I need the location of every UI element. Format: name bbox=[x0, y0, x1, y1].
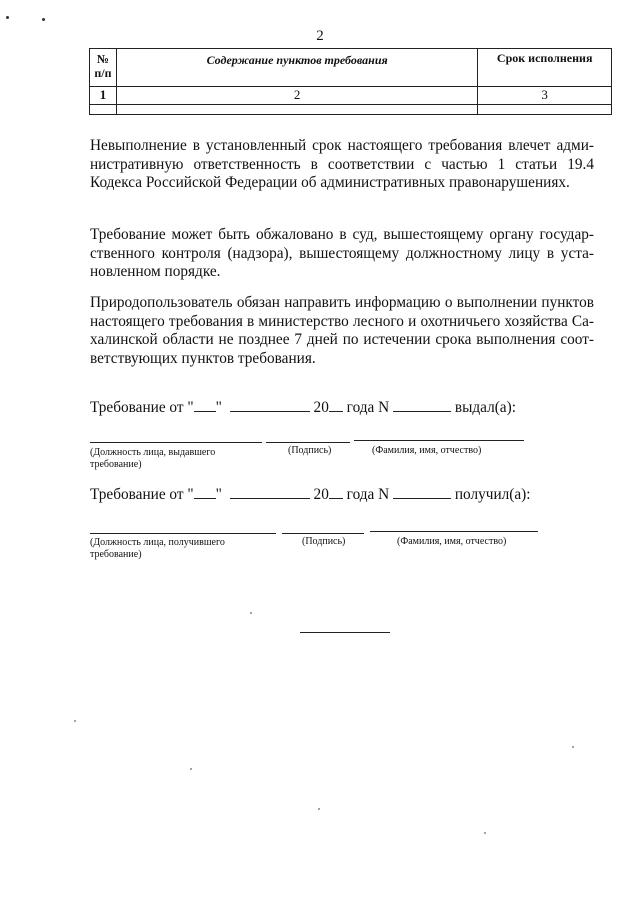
received-name-caption: (Фамилия, имя, отчество) bbox=[397, 536, 507, 547]
header-number-line1: № bbox=[96, 52, 109, 66]
issued-number-field[interactable] bbox=[393, 398, 451, 412]
received-day-field[interactable] bbox=[194, 485, 216, 499]
issued-name-caption: (Фамилия, имя, отчество) bbox=[372, 445, 482, 456]
paragraph-line: Природопользователь обязан направить информацию о выполнении пунктов bbox=[90, 294, 594, 311]
issued-name-line[interactable] bbox=[354, 440, 524, 441]
received-year-field[interactable] bbox=[329, 485, 343, 499]
received-month-field[interactable] bbox=[230, 485, 310, 499]
paragraph-line: Требование может быть обжаловано в суд, вышестоящему органу государ- bbox=[90, 226, 594, 243]
issued-signature-line[interactable] bbox=[266, 442, 350, 443]
table-cell bbox=[90, 105, 117, 115]
issued-year-mid: года N bbox=[346, 399, 390, 416]
paragraph-appeal bbox=[90, 226, 594, 282]
received-prefix: Требование от " bbox=[90, 486, 194, 503]
received-year-prefix: 20 bbox=[313, 486, 329, 503]
issued-prefix: Требование от " bbox=[90, 399, 194, 416]
end-divider bbox=[300, 632, 390, 633]
issued-quote: " bbox=[215, 399, 222, 416]
paragraph-line: нистративную ответственность в соответствии с частью 1 статьи 19.4 bbox=[90, 155, 594, 173]
paragraph-line: ственного контроля (надзора), вышестоящему должностному лицу в уста- bbox=[90, 244, 594, 262]
issued-day-field[interactable] bbox=[194, 398, 216, 412]
header-number-line2: п/п bbox=[94, 66, 112, 80]
table-cell bbox=[116, 105, 477, 115]
received-position-line[interactable] bbox=[90, 533, 276, 534]
paragraph-line: ветствующих пунктов требования. bbox=[90, 349, 316, 367]
issued-line bbox=[90, 398, 516, 417]
received-signature-line[interactable] bbox=[282, 533, 364, 534]
index-cell-1: 1 bbox=[90, 87, 117, 105]
scan-speck bbox=[484, 832, 486, 834]
paragraph-line: Невыполнение в установленный срок настоящего требования влечет адми- bbox=[90, 137, 594, 154]
paragraph-line: настоящего требования в министерство лесного и охотничьего хозяйства Са- bbox=[90, 312, 594, 330]
requirements-table bbox=[89, 48, 612, 115]
header-content: Содержание пунктов требования bbox=[116, 49, 477, 87]
scan-speck bbox=[250, 612, 252, 614]
index-cell-3: 3 bbox=[478, 87, 612, 105]
issued-month-field[interactable] bbox=[230, 398, 310, 412]
issued-action: выдал(а): bbox=[454, 399, 516, 416]
table-header-row bbox=[90, 49, 612, 87]
received-position-caption: (Должность лица, получившего требование) bbox=[90, 537, 225, 560]
table-empty-row bbox=[90, 105, 612, 115]
scan-speck bbox=[572, 746, 574, 748]
scan-speck bbox=[42, 18, 45, 21]
paragraph-line: халинской области не позднее 7 дней по истечении срока выполнения соот- bbox=[90, 331, 594, 348]
scan-speck bbox=[318, 808, 320, 810]
issued-year-prefix: 20 bbox=[313, 399, 329, 416]
index-cell-2: 2 bbox=[116, 87, 477, 105]
received-line bbox=[90, 485, 531, 504]
scan-speck bbox=[190, 768, 192, 770]
received-name-line[interactable] bbox=[370, 531, 538, 532]
table-cell bbox=[478, 105, 612, 115]
header-deadline: Срок исполнения bbox=[478, 49, 612, 87]
table-index-row bbox=[90, 87, 612, 105]
paragraph-line: новленном порядке. bbox=[90, 263, 221, 280]
header-number bbox=[90, 49, 117, 87]
issued-position-caption: (Должность лица, выдавшего требование) bbox=[90, 447, 216, 470]
received-signature-caption: (Подпись) bbox=[302, 536, 346, 547]
page-number: 2 bbox=[316, 28, 324, 44]
paragraph-liability bbox=[90, 137, 594, 193]
received-quote: " bbox=[215, 486, 222, 503]
received-year-mid: года N bbox=[346, 486, 390, 503]
issued-year-field[interactable] bbox=[329, 398, 343, 412]
paragraph-line: Кодекса Российской Федерации об административных правонарушениях. bbox=[90, 174, 570, 191]
issued-signature-caption: (Подпись) bbox=[288, 445, 332, 456]
received-action: получил(а): bbox=[454, 486, 531, 503]
scan-speck bbox=[74, 720, 76, 722]
issued-position-line[interactable] bbox=[90, 442, 262, 443]
scan-speck bbox=[6, 16, 9, 19]
paragraph-obligation bbox=[90, 294, 594, 368]
received-number-field[interactable] bbox=[393, 485, 451, 499]
